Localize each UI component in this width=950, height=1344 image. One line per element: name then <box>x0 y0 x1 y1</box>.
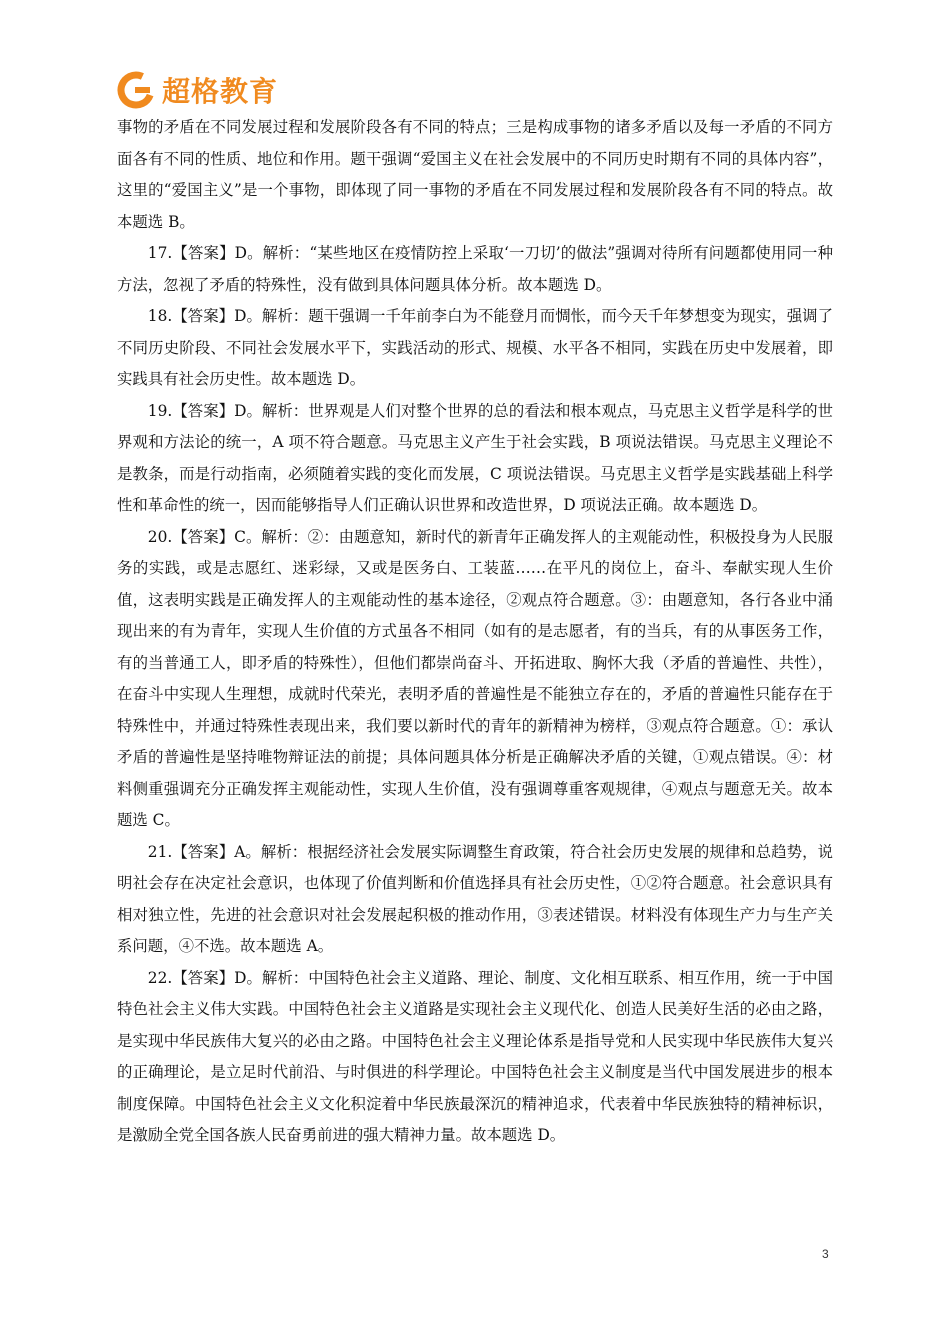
brand-logo <box>116 68 278 112</box>
page-number: 3 <box>822 1247 829 1261</box>
answer-21: 21.【答案】A。解析：根据经济社会发展实际调整生育政策，符合社会历史发展的规律和总趋势，说明社会存在决定社会意识，也体现了价值判断和价值选择具有社会历史性，①②符合题意。社会意识具有相对独立性，先进的社会意识对社会发展起积极的推动作用，③表述错误。材料没有体现生产力与生产关系问题，④不选。故本题选 A。 <box>117 842 833 955</box>
answer-19: 19.【答案】D。解析：世界观是人们对整个世界的总的看法和根本观点，马克思主义哲学是科学的世界观和方法论的统一，A 项不符合题意。马克思主义产生于社会实践，B 项说法错误。马克思主义理论不是教条，而是行动指南，必须随着实践的变化而发展，C 项说法错误。马克思主义哲学是实践基础上科学性和革命性的统一，因而能够指导人们正确认识世界和改造世界，D 项说法正确。故本题选 D。 <box>117 401 833 514</box>
document-body <box>117 112 833 1152</box>
answer-17: 17.【答案】D。解析：“某些地区在疫情防控上采取‘一刀切’的做法”强调对待所有问题都使用同一种方法，忽视了矛盾的特殊性，没有做到具体问题具体分析。故本题选 D。 <box>117 244 833 294</box>
brand-logo-text: 超格教育 <box>162 75 279 108</box>
answer-18: 18.【答案】D。解析：题干强调一千年前李白为不能登月而惆怅，而今天千年梦想变为现实，强调了不同历史阶段、不同社会发展水平下，实践活动的形式、规模、水平各不相同，实践在历史中发展着，即实践具有社会历史性。故本题选 D。 <box>117 307 833 388</box>
brand-logo-icon <box>116 70 156 110</box>
answer-22: 22.【答案】D。解析：中国特色社会主义道路、理论、制度、文化相互联系、相互作用，统一于中国特色社会主义伟大实践。中国特色社会主义道路是实现社会主义现代化、创造人民美好生活的必由之路，是实现中华民族伟大复兴的必由之路。中国特色社会主义理论体系是指导党和人民实现中华民族伟大复兴的正确理论，是立足时代前沿、与时俱进的科学理论。中国特色社会主义制度是当代中国发展进步的根本制度保障。中国特色社会主义文化积淀着中华民族最深沉的精神追求，代表着中华民族独特的精神标识，是激励全党全国各族人民奋勇前进的强大精神力量。故本题选 D。 <box>117 968 833 1144</box>
paragraph-continuation: 事物的矛盾在不同发展过程和发展阶段各有不同的特点；三是构成事物的诸多矛盾以及每一矛盾的不同方面各有不同的性质、地位和作用。题干强调“爱国主义在社会发展中的不同历史时期有不同的具体内容”，这里的“爱国主义”是一个事物，即体现了同一事物的矛盾在不同发展过程和发展阶段各有不同的特点。故本题选 B。 <box>117 118 833 231</box>
answer-20: 20.【答案】C。解析：②：由题意知，新时代的新青年正确发挥人的主观能动性，积极投身为人民服务的实践，或是志愿红、迷彩绿，又或是医务白、工装蓝……在平凡的岗位上，奋斗、奉献实现人生价值，这表明实践是正确发挥人的主观能动性的基本途径，②观点符合题意。③：由题意知，各行各业中涌现出来的有为青年，实现人生价值的方式虽各不相同（如有的是志愿者，有的当兵，有的从事医务工作，有的当普通工人，即矛盾的特殊性），但他们都崇尚奋斗、开拓进取、胸怀大我（矛盾的普遍性、共性），在奋斗中实现人生理想，成就时代荣光，表明矛盾的普遍性是不能独立存在的，矛盾的普遍性只能存在于特殊性中，并通过特殊性表现出来，我们要以新时代的青年的新精神为榜样，③观点符合题意。①：承认矛盾的普遍性是坚持唯物辩证法的前提；具体问题具体分析是正确解决矛盾的关键，①观点错误。④：材料侧重强调充分正确发挥主观能动性，实现人生价值，没有强调尊重客观规律，④观点与题意无关。故本题选 C。 <box>117 527 833 829</box>
